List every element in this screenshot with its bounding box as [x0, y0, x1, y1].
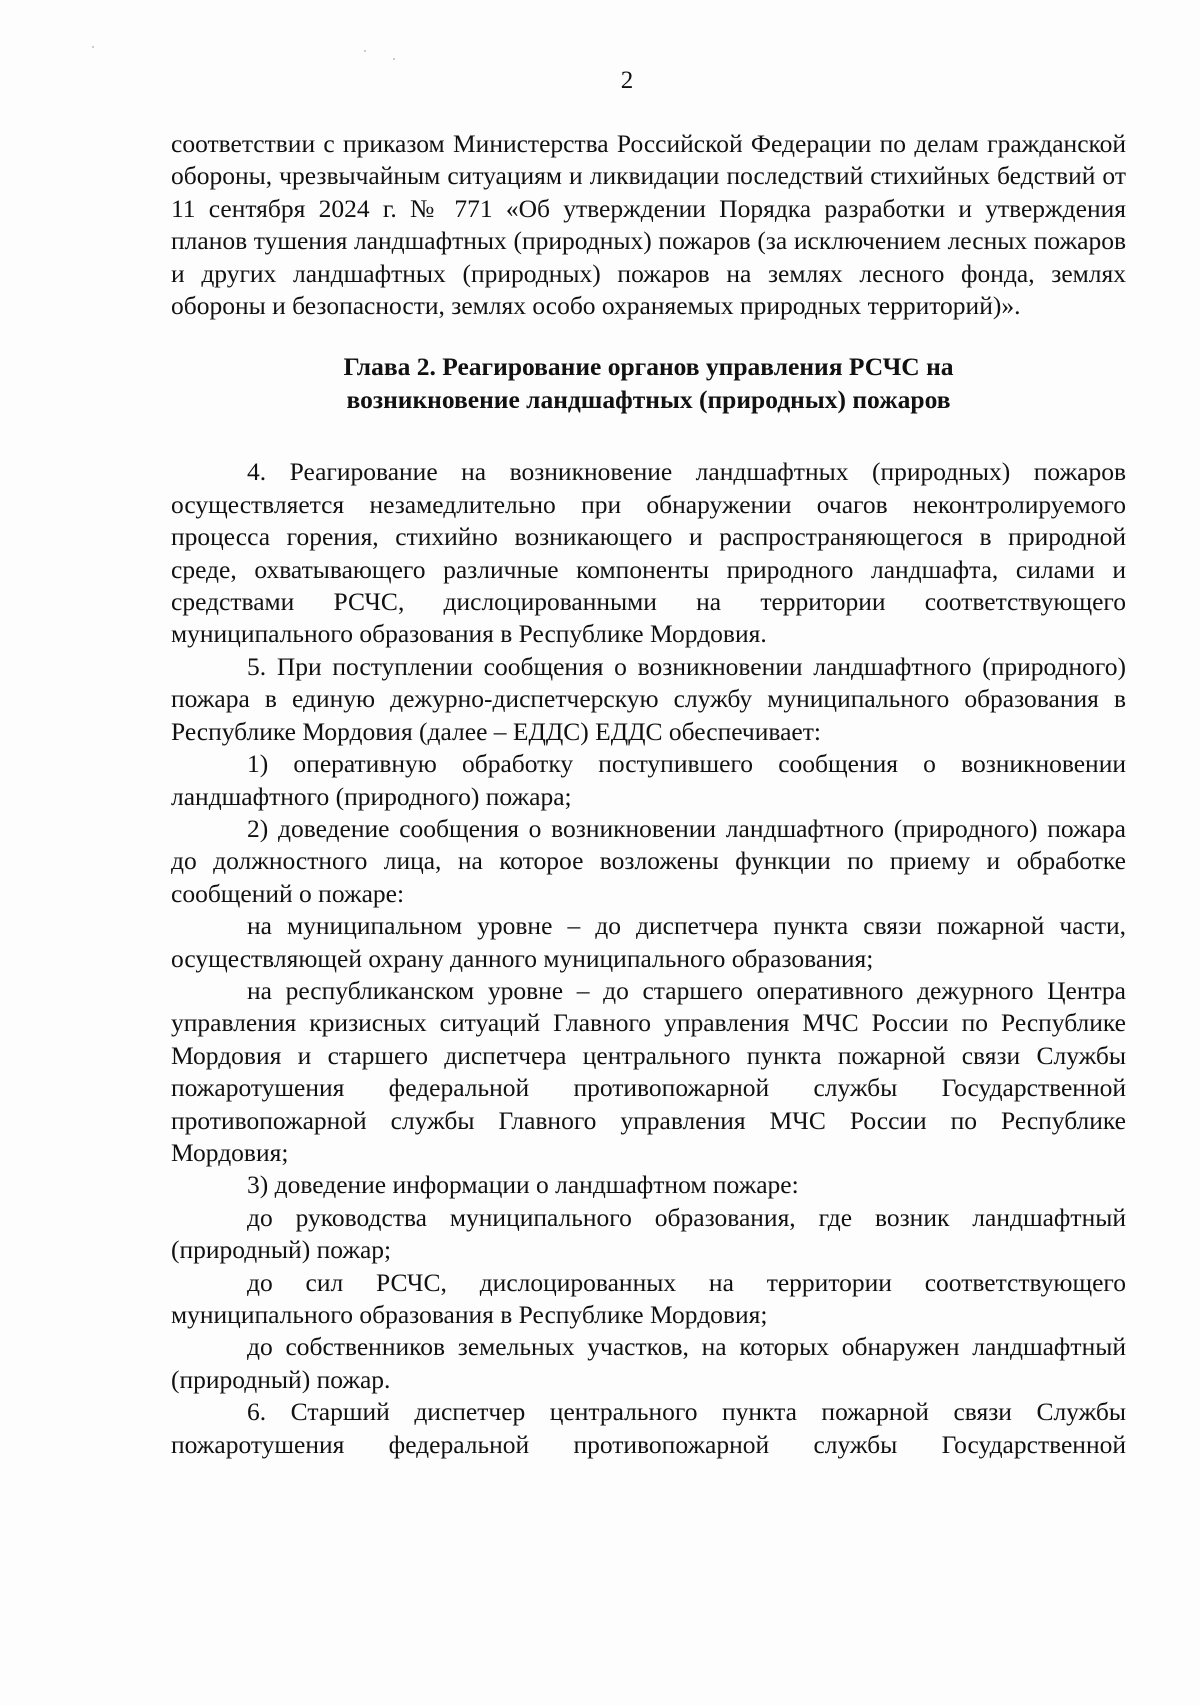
page-number: 2 [620, 67, 634, 94]
list-item-2: 2) доведение сообщения о возникновении ландшафтного (природного) пожара до должностного лица, на которое возложены функции по приему и обработке сообщений о пожаре: [171, 813, 1126, 908]
sub-item-leadership: до руководства муниципального образования, где возник ландшафтный (природный) пожар; [171, 1202, 1126, 1265]
chapter-heading [171, 350, 1126, 416]
scan-speck [92, 46, 94, 48]
paragraph-6: 6. Старший диспетчер центрального пункта пожарной связи Службы пожаротушения федеральной противопожарной службы Государственной [171, 1397, 1126, 1459]
paragraph-4: 4. Реагирование на возникновение ландшафтных (природных) пожаров осуществляется незамедлительно при обнаружении очагов неконтролируемого процесса горения, стихийно возникающего и распространяющегося в природной среде, охватывающего различные компоненты природного ландшафта, силами и средствами РСЧС, дислоцированными на территории соответствующего муниципального образования в Республике Мордовия. [171, 457, 1126, 649]
intro-paragraph: соответствии с приказом Министерства Российской Федерации по делам гражданской обороны, чрезвычайным ситуациям и ликвидации последствий стихийных бедствий от 11 сентября 2024 г. № 771 «Об утверждении Порядка разработки и утверждения планов тушения ландшафтных (природных) пожаров (за исключением лесных пожаров и других ландшафтных (природных) пожаров на землях лесного фонда, землях обороны и безопасности, землях особо охраняемых природных территорий)». [171, 129, 1126, 321]
chapter-heading-line: возникновение ландшафтных (природных) пожаров [346, 385, 951, 415]
scan-speck [364, 50, 366, 52]
list-item-1: 1) оперативную обработку поступившего сообщения о возникновении ландшафтного (природного) пожара; [171, 749, 1126, 811]
sub-item-municipal: на муниципальном уровне – до диспетчера пункта связи пожарной части, осуществляющей охрану данного муниципального образования; [171, 911, 1126, 973]
sub-item-republican: на республиканском уровне – до старшего оперативного дежурного Центра управления кризисных ситуаций Главного управления МЧС России по Республике Мордовия и старшего диспетчера центрального пункта пожарной связи Службы пожаротушения федеральной противопожарной службы Государственной противопожарной службы Главного управления МЧС России по Республике Мордовия; [171, 975, 1126, 1167]
sub-item-owners: до собственников земельных участков, на которых обнаружен ландшафтный (природный) пожар. [171, 1332, 1126, 1394]
document-body [171, 128, 1126, 1461]
paragraph-5: 5. При поступлении сообщения о возникновении ландшафтного (природного) пожара в единую дежурно-диспетчерскую службу муниципального образования в Республике Мордовия (далее – ЕДДС) ЕДДС обеспечивает: [171, 651, 1126, 746]
scan-speck [393, 58, 395, 60]
list-item-3: 3) доведение информации о ландшафтном пожаре: [247, 1170, 799, 1200]
sub-item-forces: до сил РСЧС, дислоцированных на территории соответствующего муниципального образования в Республике Мордовия; [171, 1267, 1126, 1329]
chapter-heading-line: Глава 2. Реагирование органов управления РСЧС на [343, 352, 954, 382]
